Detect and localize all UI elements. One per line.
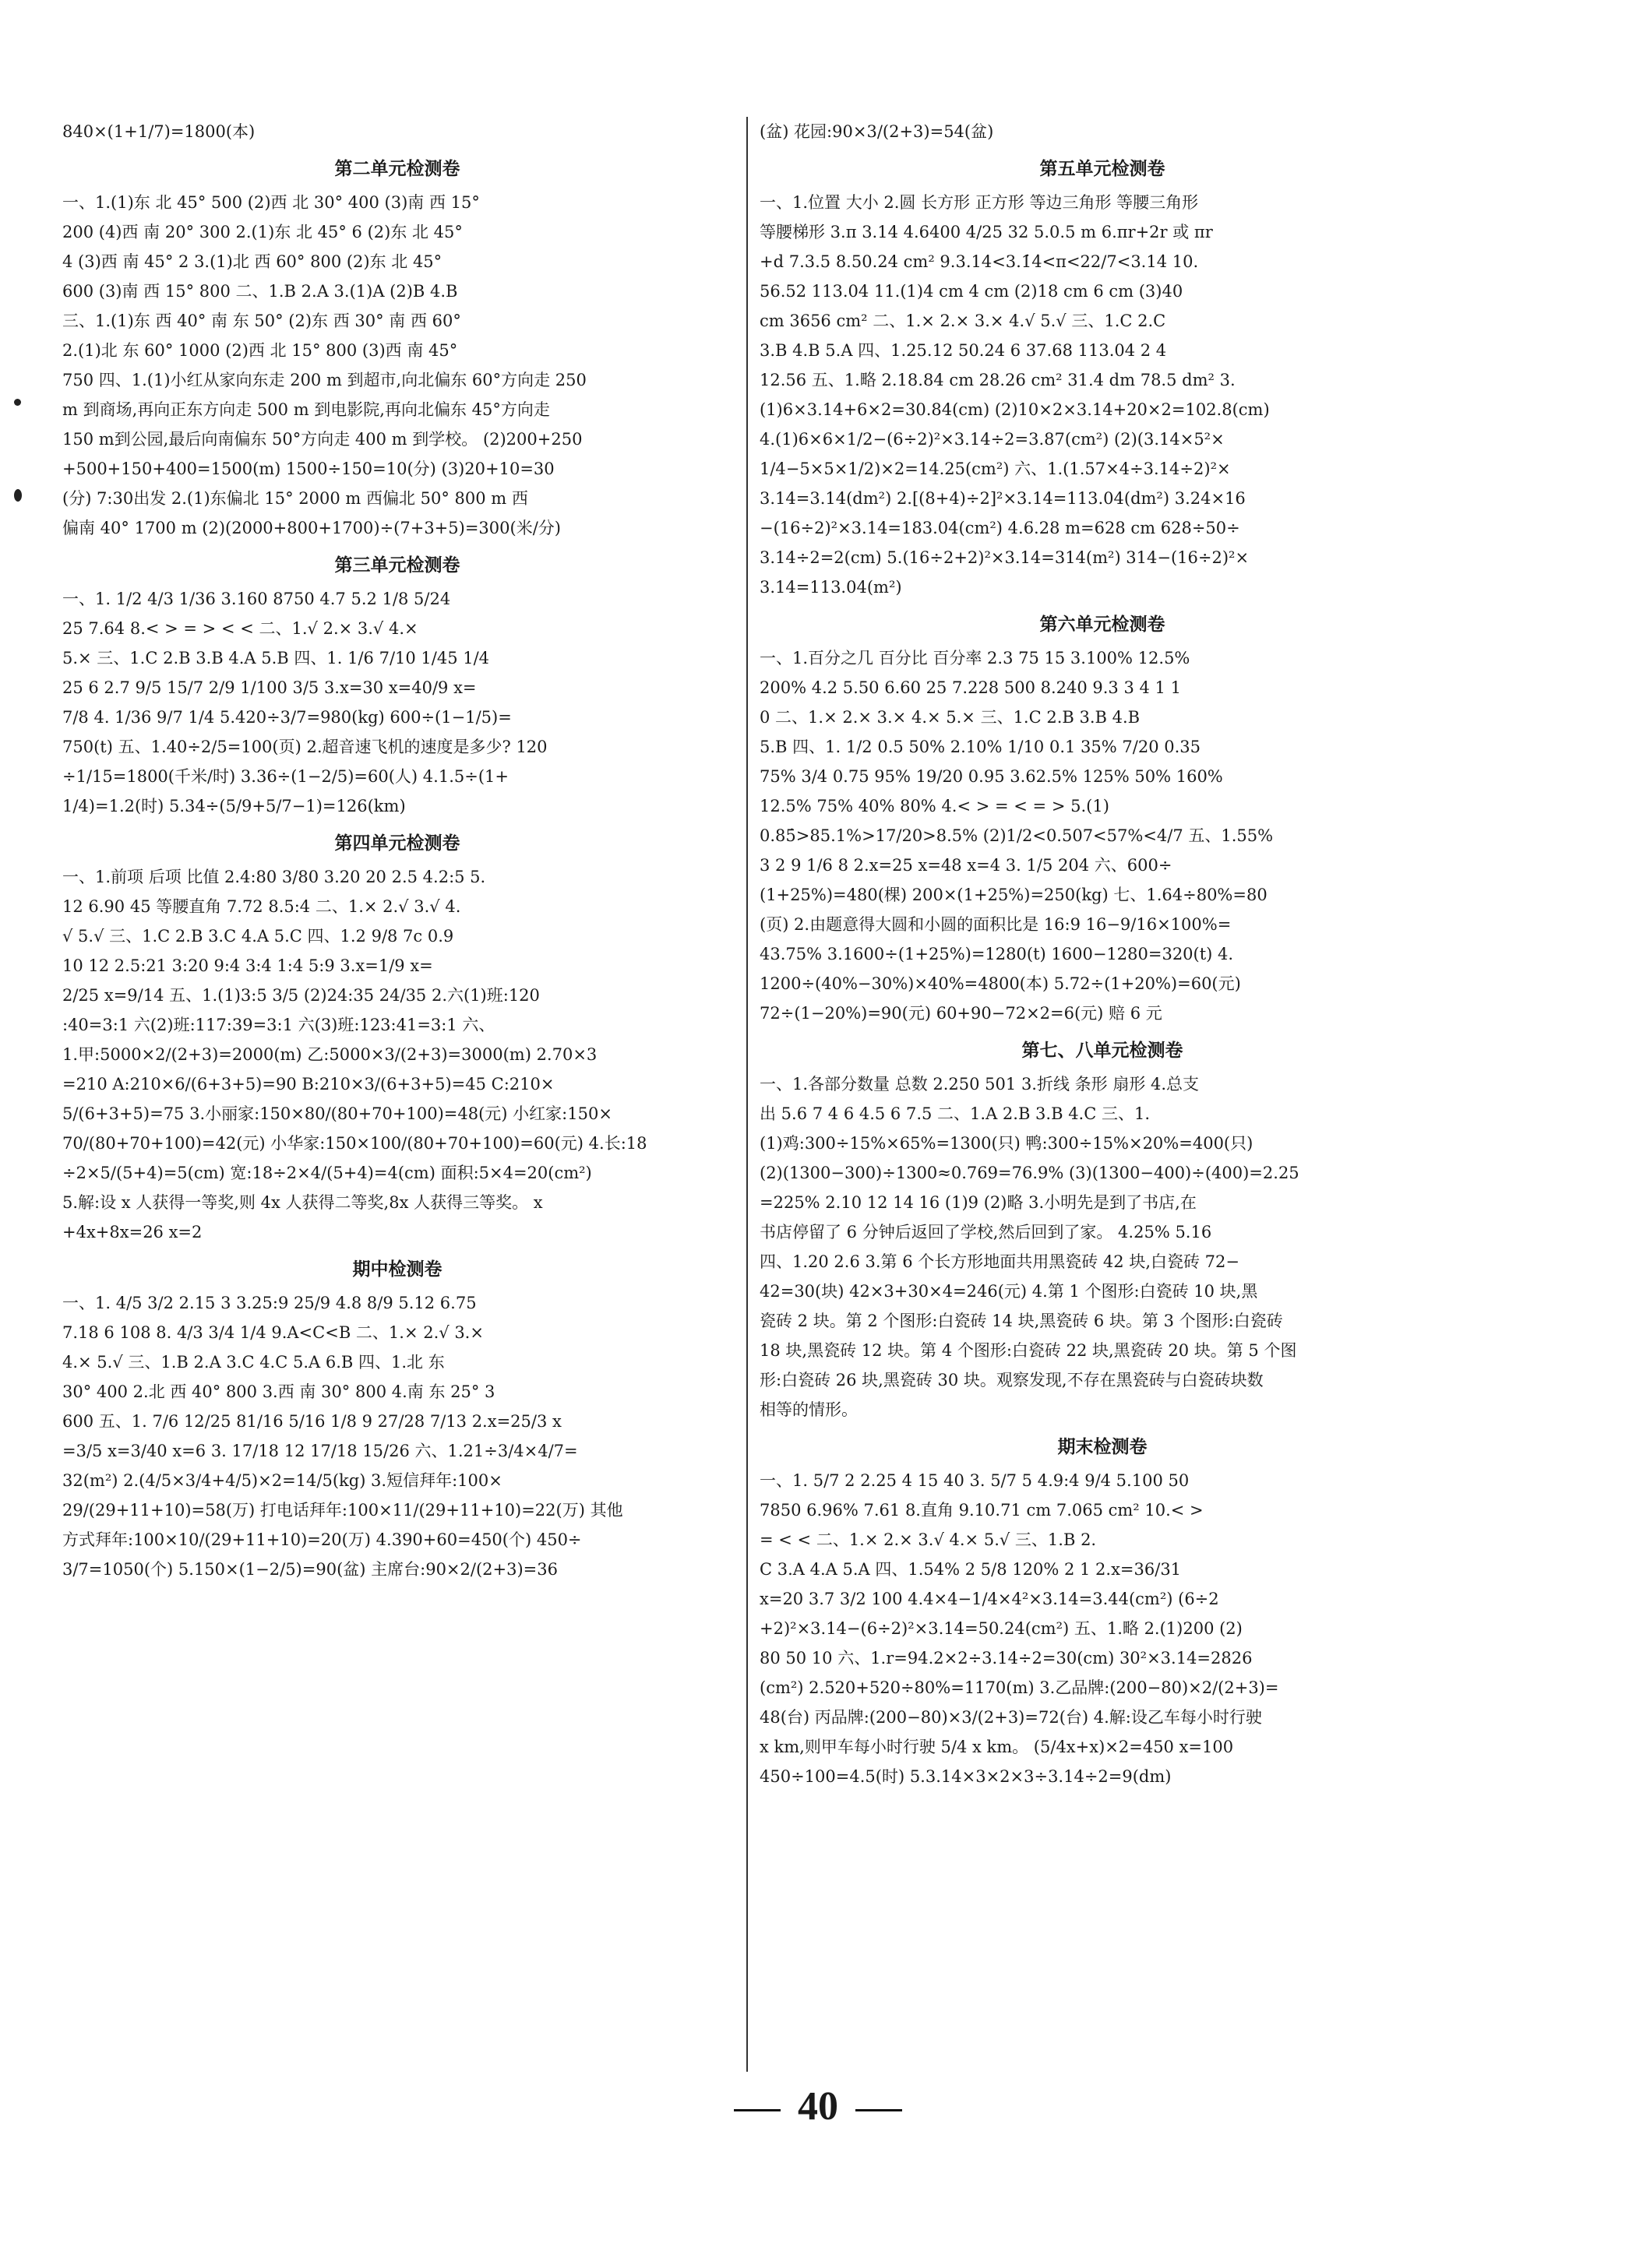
section-title: 期末检测卷 [1057, 1437, 1148, 1457]
answer-line: +2)²×3.14−(6÷2)²×3.14=50.24(cm²) 五、1.略 2.(1)200 (2) [760, 1619, 1243, 1638]
answer-line: (页) 2.由题意得大圆和小圆的面积比是 16:9 16−9/16×100%= [760, 915, 1232, 934]
section-title: 期中检测卷 [352, 1259, 442, 1280]
page-number-dash [855, 2109, 902, 2111]
answer-line: 12 6.90 45 等腰直角 7.72 8.5:4 二、1.× 2.√ 3.√ 4. [62, 897, 461, 916]
section-title: 第三单元检测卷 [334, 555, 460, 576]
answer-line: 43.75% 3.1600÷(1+25%)=1280(t) 1600−1280=320(t) 4. [760, 945, 1234, 963]
answer-line: 3.14=113.04(m²) [760, 578, 902, 597]
column-divider [746, 117, 748, 2072]
answer-line: 3 2 9 1/6 8 2.x=25 x=48 x=4 3. 1/5 204 六、600÷ [760, 856, 1172, 875]
section-title: 第七、八单元检测卷 [1021, 1041, 1183, 1061]
answer-line: 出 5.6 7 4 6 4.5 6 7.5 二、1.A 2.B 3.B 4.C 三、1. [760, 1104, 1151, 1123]
test-section [760, 610, 1445, 1028]
answer-line: 25 6 2.7 9/5 15/7 2/9 1/100 3/5 3.x=30 x=40/9 x= [62, 678, 477, 697]
answer-line: x km,则甲车每小时行驶 5/4 x km。 (5/4x+x)×2=450 x=100 [760, 1738, 1234, 1756]
test-section [62, 551, 732, 821]
answer-line: 等腰梯形 3.π 3.14 4.6400 4/25 32 5.0.5 m 6.πr+2r 或 πr [760, 223, 1213, 241]
answer-line: 150 m到公园,最后向南偏东 50°方向走 400 m 到学校。 (2)200+250 [62, 430, 583, 449]
left-column [62, 117, 732, 2073]
answer-line: 2/25 x=9/14 五、1.(1)3:5 3/5 (2)24:35 24/35 2.六(1)班:120 [62, 986, 540, 1005]
answer-line: 0.85̇>85.1%>17/20>8.5% (2)1/2<0.507<57%<4/7 五、1.55% [760, 826, 1274, 845]
answer-line: 一、1.前项 后项 比值 2.4:80 3/80 3.20 20 2.5 4.2:5 5. [62, 868, 486, 886]
answer-line: 200 (4)西 南 20° 300 2.(1)东 北 45° 6 (2)东 北 45° [62, 223, 463, 241]
answer-line: cm 3656 cm² 二、1.× 2.× 3.× 4.√ 5.√ 三、1.C 2.C [760, 312, 1166, 330]
answer-line: 偏南 40° 1700 m (2)(2000+800+1700)÷(7+3+5)=300(米/分) [62, 519, 561, 537]
answer-line: x=20 3.7 3/2 100 4.4×4−1/4×4²×3.14=3.44(cm²) (6÷2 [760, 1590, 1219, 1608]
answer-line: 42=30(块) 42×3+30×4=246(元) 4.第 1 个图形:白瓷砖 10 块,黑 [760, 1282, 1258, 1301]
answer-line: 四、1.20 2.6 3.第 6 个长方形地面共用黑瓷砖 42 块,白瓷砖 72− [760, 1252, 1239, 1271]
answer-line: 72÷(1−20%)=90(元) 60+90−72×2=6(元) 赔 6 元 [760, 1004, 1162, 1023]
page-number-value: 40 [798, 2084, 838, 2129]
answer-line: ÷1/15=1800(千米/时) 3.36÷(1−2/5)=60(人) 4.1.5÷(1+ [62, 767, 509, 786]
answer-line: 5.B 四、1. 1/2 0.5 50% 2.10% 1/10 0.1 35% 7/20 0.35 [760, 738, 1201, 756]
answer-line: 4.× 5.√ 三、1.B 2.A 3.C 4.C 5.A 6.B 四、1.北 东 [62, 1353, 445, 1372]
answer-line: 25 7.64 8.< > = > < < 二、1.√ 2.× 3.√ 4.× [62, 619, 418, 638]
answer-line: 12.56 五、1.略 2.18.84 cm 28.26 cm² 31.4 dm 78.5 dm² 3. [760, 371, 1236, 389]
answer-line: 840×(1+1/7)=1800(本) [62, 122, 256, 141]
answer-line: 30° 400 2.北 西 40° 800 3.西 南 30° 800 4.南 东 25° 3 [62, 1382, 495, 1401]
answer-line: (1)鸡:300÷15%×65%=1300(只) 鸭:300÷15%×20%=400(只) [760, 1134, 1253, 1153]
answer-line: 1/4)=1.2(时) 5.34÷(5/9+5/7−1)=126(km) [62, 797, 406, 815]
answer-line: 一、1.(1)东 北 45° 500 (2)西 北 30° 400 (3)南 西 15° [62, 193, 480, 212]
answer-line: 4.(1)6×6×1/2−(6÷2)²×3.14÷2=3.87(cm²) (2)(3.14×5²× [760, 430, 1225, 449]
answer-line: 三、1.(1)东 西 40° 南 东 50° (2)东 西 30° 南 西 60° [62, 312, 461, 330]
answer-line: 2.(1)北 东 60° 1000 (2)西 北 15° 800 (3)西 南 45° [62, 341, 458, 360]
answer-line: (分) 7:30出发 2.(1)东偏北 15° 2000 m 西偏北 50° 800 m 西 [62, 489, 528, 508]
section-title: 第四单元检测卷 [334, 833, 460, 854]
answer-line: 48(台) 丙品牌:(200−80)×3/(2+3)=72(台) 4.解:设乙车每小时行驶 [760, 1708, 1262, 1727]
answer-line: 1.甲:5000×2/(2+3)=2000(m) 乙:5000×3/(2+3)=3000(m) 2.70×3 [62, 1045, 598, 1064]
answer-line: 7.18 6 108 8. 4/3 3/4 1/4 9.A<C<B 二、1.× 2.√ 3.× [62, 1323, 484, 1342]
answer-line: = < < 二、1.× 2.× 3.√ 4.× 5.√ 三、1.B 2. [760, 1530, 1097, 1549]
answer-line: 3/7=1050(个) 5.150×(1−2/5)=90(盆) 主席台:90×2/(2+3)=36 [62, 1560, 558, 1579]
answer-line: 5/(6+3+5)=75 3.小丽家:150×80/(80+70+100)=48(元) 小红家:150× [62, 1104, 612, 1123]
answer-line: 56.52 113.04 11.(1)4 cm 4 cm (2)18 cm 6 cm (3)40 [760, 282, 1183, 301]
right-column [760, 117, 1445, 2073]
answer-line: 29/(29+11+10)=58(万) 打电话拜年:100×11/(29+11+10)=22(万) 其他 [62, 1501, 623, 1520]
answer-line: +d 7.3.5 8.50.24 cm² 9.3.14<3.1̇4̇<π<22/7<3.14̇ 10. [760, 252, 1199, 271]
answer-line: ÷2×5/(5+4)=5(cm) 宽:18÷2×4/(5+4)=4(cm) 面积:5×4=20(cm²) [62, 1164, 592, 1182]
answer-line: +4x+8x=26 x=2 [62, 1223, 203, 1241]
answer-line: 750(t) 五、1.40÷2/5=100(页) 2.超音速飞机的速度是多少? 120 [62, 738, 548, 756]
answer-line: 1200÷(40%−30%)×40%=4800(本) 5.72÷(1+20%)=60(元) [760, 974, 1241, 993]
answer-line: 3.14=3.14(dm²) 2.[(8+4)÷2]²×3.14=113.04(dm²) 3.24×16 [760, 489, 1246, 508]
scan-mark [14, 399, 21, 406]
answer-line: 7/8 4. 1/36 9/7 1/4 5.420÷3/7=980(kg) 600÷(1−1/5)= [62, 708, 512, 727]
answer-line: 750 四、1.(1)小红从家向东走 200 m 到超市,向北偏东 60°方向走 250 [62, 371, 587, 389]
test-section [62, 1255, 732, 1584]
answer-line: 一、1.位置 大小 2.圆 长方形 正方形 等边三角形 等腰三角形 [760, 193, 1199, 212]
answer-line: 10 12 2.5:21 3:20 9:4 3:4 1:4 5:9 3.x=1/9 x= [62, 956, 433, 975]
test-section [760, 1036, 1445, 1425]
answer-line: 5.× 三、1.C 2.B 3.B 4.A 5.B 四、1. 1/6 7/10 1/45 1/4 [62, 649, 490, 667]
answer-line: 3.14÷2=2(cm) 5.(16÷2+2)²×3.14=314(m²) 314−(16÷2)²× [760, 548, 1250, 567]
answer-line: =3/5 x=3/40 x=6 3. 17/18 12 17/18 15/26 六、1.21÷3/4×4/7= [62, 1442, 578, 1460]
test-section [760, 1432, 1445, 1791]
answer-line: 瓷砖 2 块。第 2 个图形:白瓷砖 14 块,黑瓷砖 6 块。第 3 个图形:白瓷砖 [760, 1312, 1283, 1330]
answer-line: (1)6×3.14+6×2=30.84(cm) (2)10×2×3.14+20×2=102.8(cm) [760, 400, 1270, 419]
answer-line: 5.解:设 x 人获得一等奖,则 4x 人获得二等奖,8x 人获得三等奖。 x [62, 1193, 543, 1212]
answer-line: 200% 4.2 5.50 6.60 25 7.228 500 8.240 9.3 3 4 1 1 [760, 678, 1181, 697]
answer-line: (盆) 花园:90×3/(2+3)=54(盆) [760, 122, 994, 141]
test-section [760, 154, 1445, 602]
answer-line: √ 5.√ 三、1.C 2.B 3.C 4.A 5.C 四、1.2 9/8 7c 0.9 [62, 927, 454, 946]
test-section [62, 829, 732, 1247]
section-title: 第五单元检测卷 [1039, 159, 1165, 179]
answer-line: 3.B 4.B 5.A 四、1.25.12 50.24 6 37.68 113.04 2 4 [760, 341, 1167, 360]
section-title: 第六单元检测卷 [1039, 615, 1165, 635]
answer-line: 一、1.各部分数量 总数 2.250 501 3.折线 条形 扇形 4.总支 [760, 1075, 1200, 1094]
answer-line: :40=3:1 六(2)班:117:39=3:1 六(3)班:123:41=3:1 六、 [62, 1016, 495, 1034]
answer-line: 一、1. 1/2 4/3 1/36 3.160 8750 4.7 5.2 1/8 5/24 [62, 590, 451, 608]
answer-line: 70/(80+70+100)=42(元) 小华家:150×100/(80+70+100)=60(元) 4.长:18 [62, 1134, 647, 1153]
answer-line: m 到商场,再向正东方向走 500 m 到电影院,再向北偏东 45°方向走 [62, 400, 550, 419]
answer-line: 32(m²) 2.(4/5×3/4+4/5)×2=14/5(kg) 3.短信拜年:100× [62, 1471, 502, 1490]
answer-line: (2)(1300−300)÷1300≈0.769=76.9% (3)(1300−400)÷(400)=2.25 [760, 1164, 1299, 1182]
answer-line: 一、1. 5/7 2 2.25 4 15 40 3. 5/7 5 4.9:4 9/4 5.100 50 [760, 1471, 1190, 1490]
answer-line: 一、1. 4/5 3/2 2.15 3 3.25:9 25/9 4.8 8/9 5.12 6.75 [62, 1294, 477, 1312]
answer-line: =225% 2.10 12 14 16 (1)9 (2)略 3.小明先是到了书店,在 [760, 1193, 1197, 1212]
answer-line: 450÷100=4.5(时) 5.3.14×3×2×3÷3.14÷2=9(dm) [760, 1767, 1172, 1786]
answer-line: 80 50 10 六、1.r=94.2×2÷3.14÷2=30(cm) 30²×3.14=2826 [760, 1649, 1253, 1668]
section-title: 第二单元检测卷 [334, 159, 460, 179]
answer-line: 形:白瓷砖 26 块,黑瓷砖 30 块。观察发现,不存在黑瓷砖与白瓷砖块数 [760, 1371, 1264, 1389]
answer-line: 方式拜年:100×10/(29+11+10)=20(万) 4.390+60=450(个) 450÷ [62, 1530, 582, 1549]
test-section [62, 154, 732, 543]
answer-line: +500+150+400=1500(m) 1500÷150=10(分) (3)20+10=30 [62, 460, 555, 478]
answer-line: 18 块,黑瓷砖 12 块。第 4 个图形:白瓷砖 22 块,黑瓷砖 20 块。第 5 个图 [760, 1341, 1297, 1360]
answer-line: (1+25%)=480(棵) 200×(1+25%)=250(kg) 七、1.64÷80%=80 [760, 886, 1268, 904]
answer-line: 4 (3)西 南 45° 2 3.(1)北 西 60° 800 (2)东 北 45° [62, 252, 442, 271]
answer-line: 12.5% 75% 40% 80% 4.< > = < = > 5.(1) [760, 797, 1109, 815]
scan-mark [14, 489, 22, 502]
answer-line: 相等的情形。 [760, 1400, 858, 1419]
answer-line: −(16÷2)²×3.14=183.04(cm²) 4.6.28 m=628 cm 628÷50÷ [760, 519, 1240, 537]
answer-line: (cm²) 2.520+520÷80%=1170(m) 3.乙品牌:(200−80)×2/(2+3)= [760, 1678, 1279, 1697]
page-number [0, 2083, 1636, 2129]
answer-line: 一、1.百分之几 百分比 百分率 2.3 75 15 3.100% 12.5% [760, 649, 1190, 667]
answer-line: 1/4−5×5×1/2)×2=14.25(cm²) 六、1.(1.57×4÷3.14÷2)²× [760, 460, 1231, 478]
answer-line: 书店停留了 6 分钟后返回了学校,然后回到了家。 4.25% 5.16 [760, 1223, 1212, 1241]
answer-line: 7850 6.96% 7.61 8.直角 9.10.71 cm 7.065 cm² 10.< > [760, 1501, 1204, 1520]
page-number-dash [734, 2109, 781, 2111]
answer-line: 0 二、1.× 2.× 3.× 4.× 5.× 三、1.C 2.B 3.B 4.B [760, 708, 1141, 727]
answer-line: 600 五、1. 7/6 12/25 81/16 5/16 1/8 9 27/28 7/13 2.x=25/3 x [62, 1412, 562, 1431]
answer-line: 600 (3)南 西 15° 800 二、1.B 2.A 3.(1)A (2)B 4.B [62, 282, 458, 301]
answer-line: =210 A:210×6/(6+3+5)=90 B:210×3/(6+3+5)=45 C:210× [62, 1075, 555, 1094]
answer-line: 75% 3/4 0.75 95% 19/20 0.95 3.62.5% 125% 50% 160% [760, 767, 1223, 786]
answer-line: C 3.A 4.A 5.A 四、1.54% 2 5/8 120% 2 1 2.x=36/31 [760, 1560, 1182, 1579]
